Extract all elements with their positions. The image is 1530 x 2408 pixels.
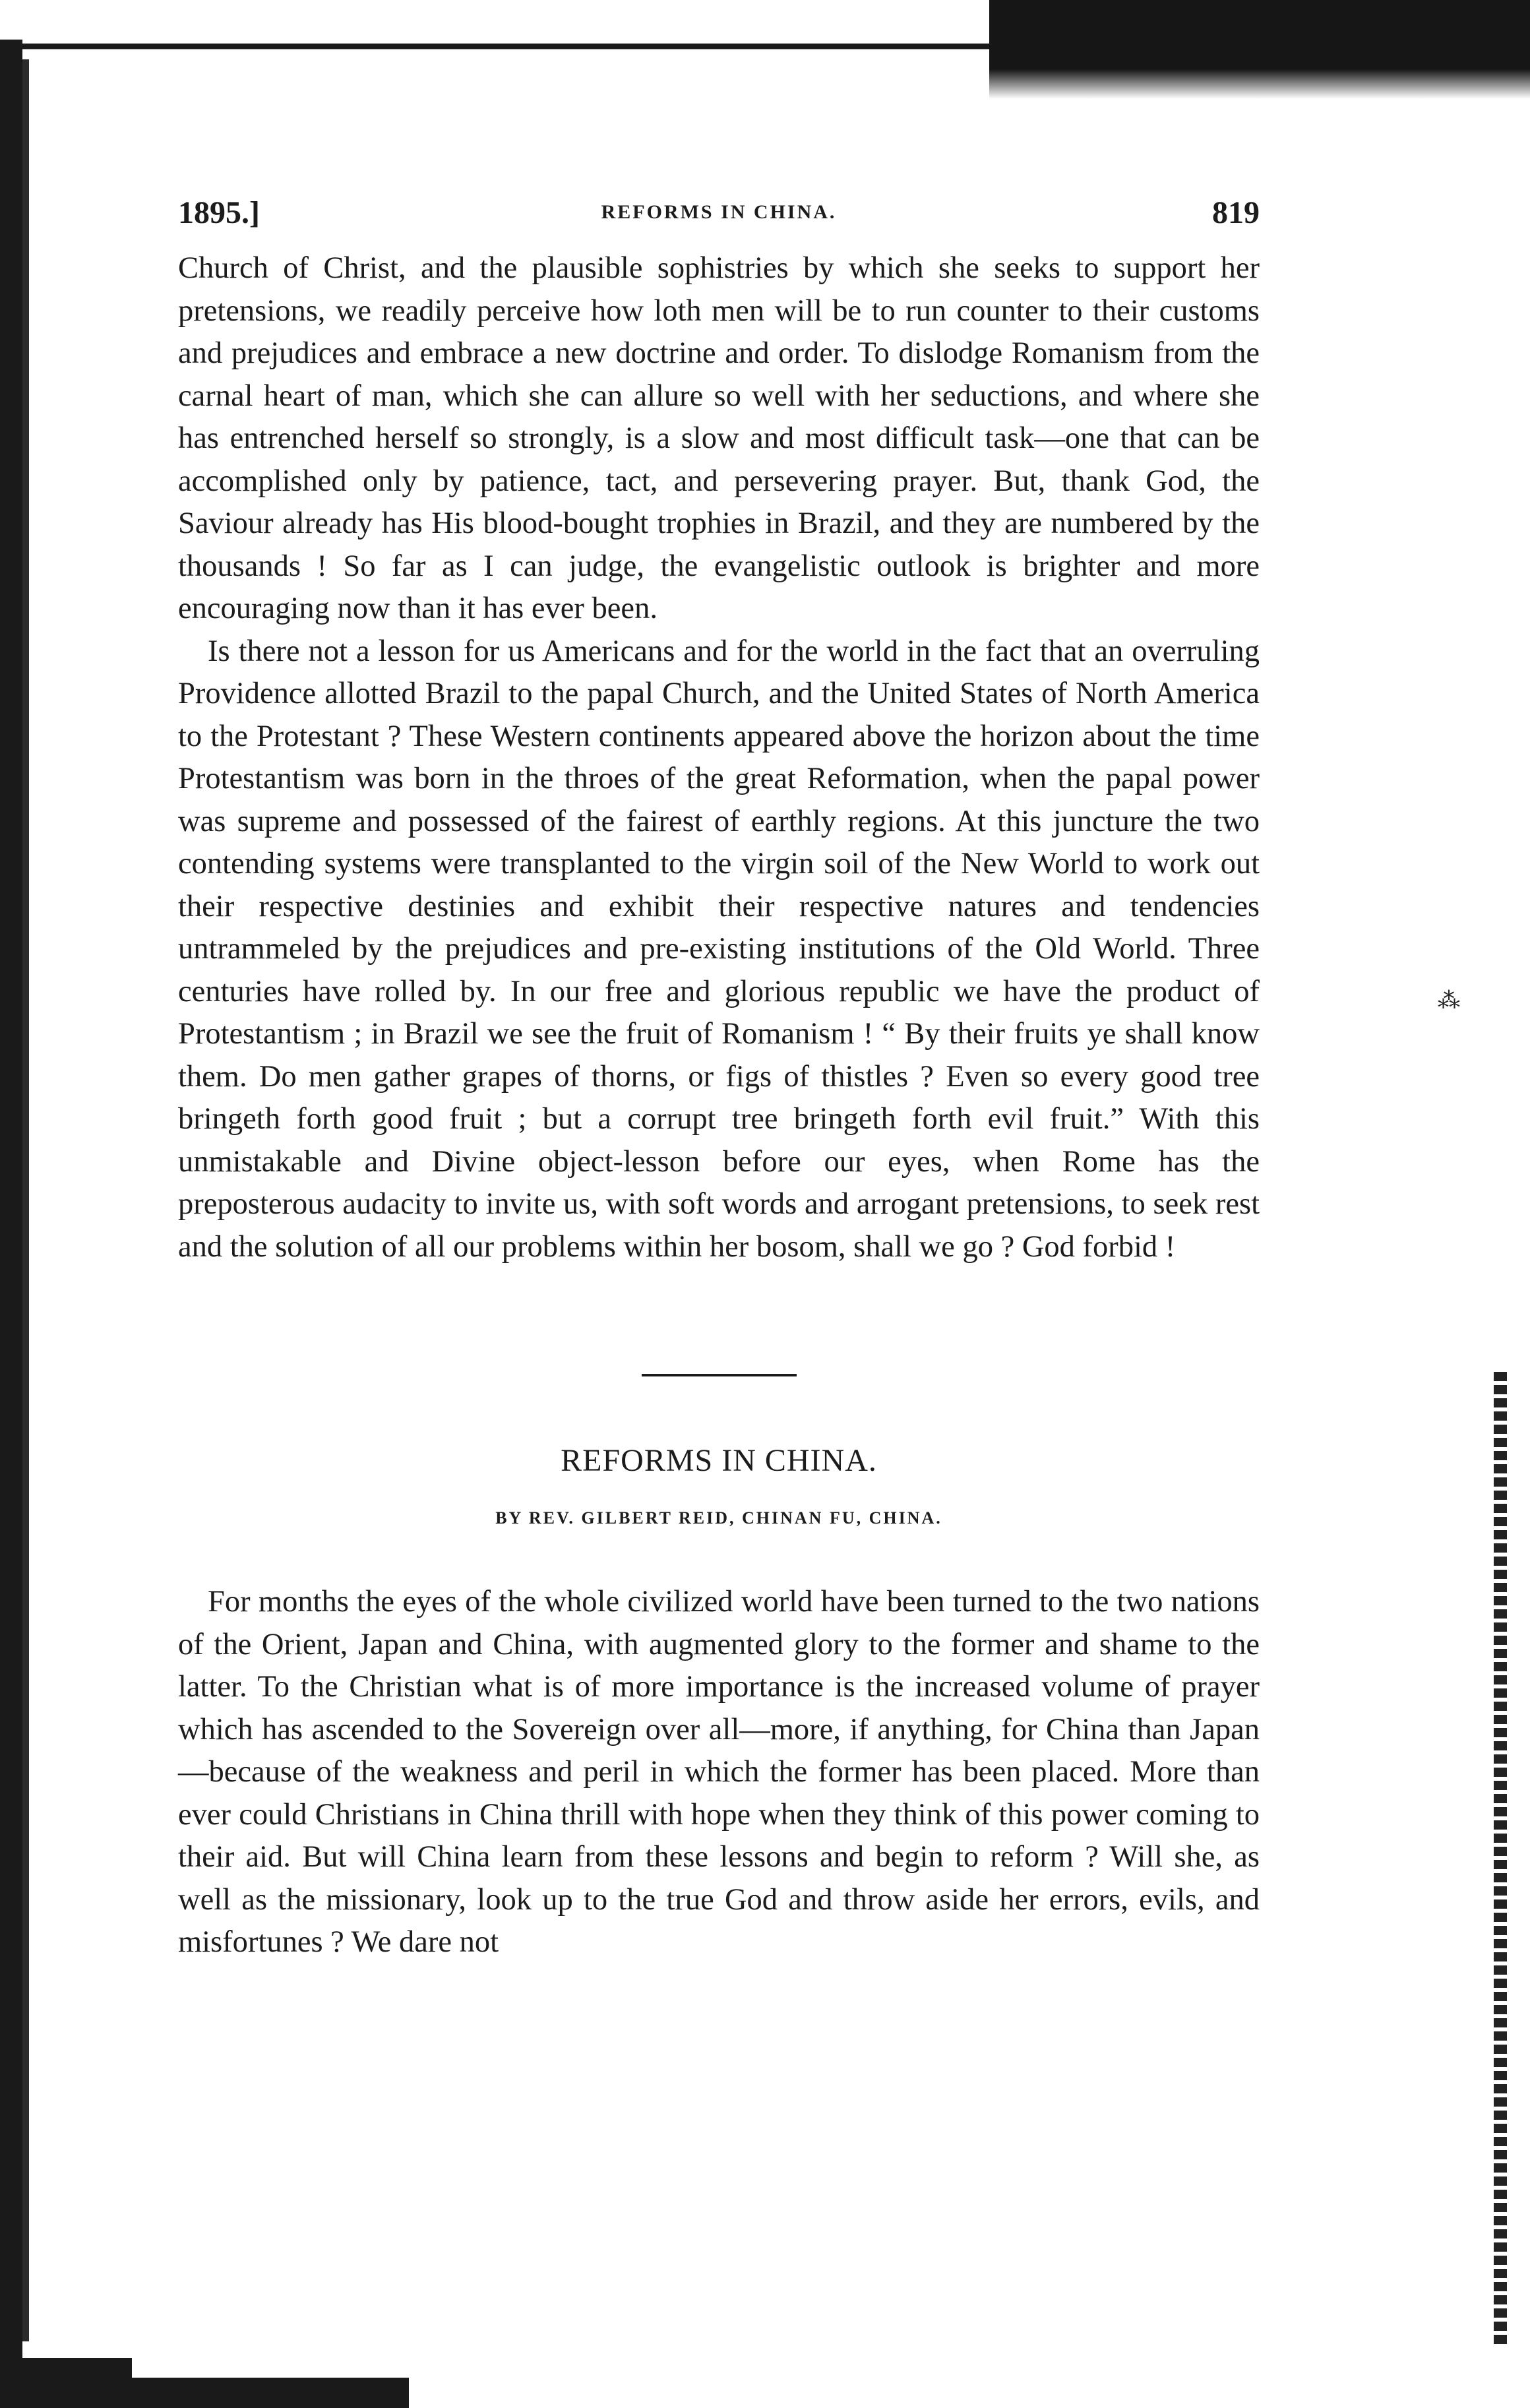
scan-left-border (0, 40, 22, 2361)
scan-right-edge (1494, 1372, 1507, 2348)
running-head (178, 195, 1260, 247)
section-divider (642, 1374, 797, 1376)
margin-mark-icon: ⁂ (1438, 989, 1460, 1013)
paragraph-lesson: Is there not a lesson for us Americans and for the world in the fact that an overruling Providence allotted Brazil to the papal Church, and the United States of North America to the Protestant ? These Western continents appeared above the horizon about the time Protestantism was born in the throes of the great Reformation, when the papal power was supreme and possessed of the fairest of earthly regions. At this juncture the two contending systems were transplanted to the virgin soil of the New World to work out their respective destinies and exhibit their respective natures and tendencies untrammeled by the prejudices and pre-existing institutions of the Old World. Three centuries have rolled by. In our free and glorious republic we have the product of Protestantism ; in Brazil we see the fruit of Romanism ! “ By their fruits ye shall know them. Do men gather grapes of thorns, or figs of thistles ? Even so every good tree bringeth forth good fruit ; but a corrupt tree bringeth forth evil fruit.” With this unmistakable and Divine object-lesson before our eyes, when Rome has the preposterous audacity to invite us, with soft words and arrogant pretensions, to seek rest and the solution of all our problems within her bosom, shall we go ? God forbid ! (178, 634, 1260, 1264)
paragraph-continuation: Church of Christ, and the plausible sophistries by which she seeks to support her pretensions, we readily perceive how loth men will be to run counter to their customs and prejudices and embrace a new doctrine and order. To dislodge Romanism from the carnal heart of man, which she can allure so well with her seductions, and where she has entrenched herself so strongly, is a slow and most difficult task—one that can be accomplished only by patience, tact, and persevering prayer. But, thank God, the Saviour already has His blood-bought trophies in Brazil, and they are numbered by the thousands ! So far as I can judge, the evangelistic outlook is brighter and more encouraging now than it has ever been. (178, 251, 1260, 625)
running-head-year: 1895.] (178, 195, 260, 230)
scan-bottom-gap (132, 2358, 409, 2378)
article-title: REFORMS IN CHINA. (561, 1443, 877, 1478)
continued-text (178, 247, 1260, 1268)
book-page (178, 195, 1260, 1964)
scan-top-shadow (989, 0, 1530, 99)
paragraph-opening: For months the eyes of the whole civilized world have been turned to the two nations of the Orient, Japan and China, with augmented glory to the former and shame to the latter. To the Christian what is of more importance is the increased volume of prayer which has ascended to the Sovereign over all—more, if anything, for China than Japan—because of the weakness and peril in which the former has been placed. More than ever could Christians in China thrill with hope when they think of this power coming to their aid. But will China learn from these lessons and begin to reform ? Will she, as well as the missionary, look up to the true God and throw aside her errors, evils, and misfortunes ? We dare not (178, 1585, 1260, 1959)
scan-left-binding (22, 59, 29, 2341)
article-byline: BY REV. GILBERT REID, CHINAN FU, CHINA. (495, 1508, 942, 1528)
article-body (178, 1581, 1260, 1964)
running-head-title: REFORMS IN CHINA. (601, 201, 837, 223)
page-number: 819 (1212, 195, 1260, 230)
